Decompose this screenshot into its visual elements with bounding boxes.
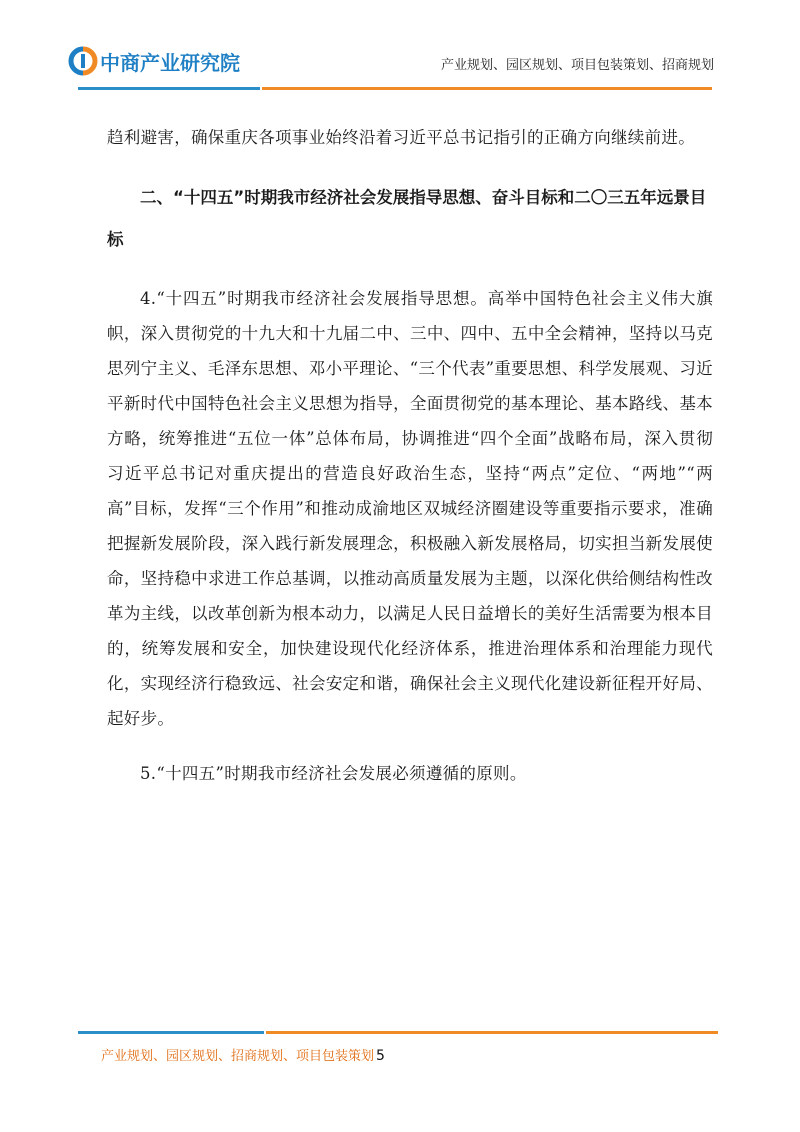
- section-heading: 二、“十四五”时期我市经济社会发展指导思想、奋斗目标和二〇三五年远景目标: [107, 188, 707, 249]
- spacer: [107, 261, 713, 281]
- paragraph-item-4: 4.“十四五”时期我市经济社会发展指导思想。高举中国特色社会主义伟大旗帜，深入贯彻党的十九大和十九届二中、三中、四中、五中全会精神，坚持以马克思列宁主义、毛泽东思想、邓小平理论、“三个代表”重要思想、科学发展观、习近平新时代中国特色社会主义思想为指导，全面贯彻党的基本理论、基本路线、基本方略，统筹推进“五位一体”总体布局，协调推进“四个全面”战略布局，深入贯彻习近平总书记对重庆提出的营造良好政治生态，坚持“两点”定位、“两地”“两高”目标，发挥“三个作用”和推动成渝地区双城经济圈建设等重要指示要求，准确把握新发展阶段，深入践行新发展理念，积极融入新发展格局，切实担当新发展使命，坚持稳中求进工作总基调，以推动高质量发展为主题，以深化供给侧结构性改革为主线，以改革创新为根本动力，以满足人民日益增长的美好生活需要为根本目的，统筹发展和安全，加快建设现代化经济体系，推进治理体系和治理能力现代化，实现经济行稳致远、社会安定和谐，确保社会主义现代化建设新征程开好局、起好步。: [107, 289, 713, 728]
- footer-divider-blue: [78, 1031, 264, 1034]
- page-header: [0, 0, 800, 100]
- logo-mark-icon: [68, 46, 98, 76]
- header-divider-blue: [78, 87, 260, 90]
- document-body: [107, 120, 713, 791]
- company-logo: [68, 44, 240, 78]
- spacer: [107, 155, 713, 177]
- logo-text: 中商产业研究院: [100, 50, 240, 75]
- spacer: [107, 736, 713, 756]
- paragraph-continued: 趋利避害，确保重庆各项事业始终沿着习近平总书记指引的正确方向继续前进。: [107, 128, 695, 147]
- footer-divider-orange: [266, 1031, 718, 1034]
- page-number: 5: [376, 1048, 385, 1064]
- paragraph-item-5: 5.“十四五”时期我市经济社会发展必须遵循的原则。: [140, 764, 527, 783]
- header-divider-orange: [262, 87, 712, 90]
- footer-text: 产业规划、园区规划、招商规划、项目包装策划: [101, 1049, 375, 1064]
- page-footer: [101, 1045, 385, 1064]
- header-slogan: 产业规划、园区规划、项目包装策划、招商规划: [440, 58, 714, 73]
